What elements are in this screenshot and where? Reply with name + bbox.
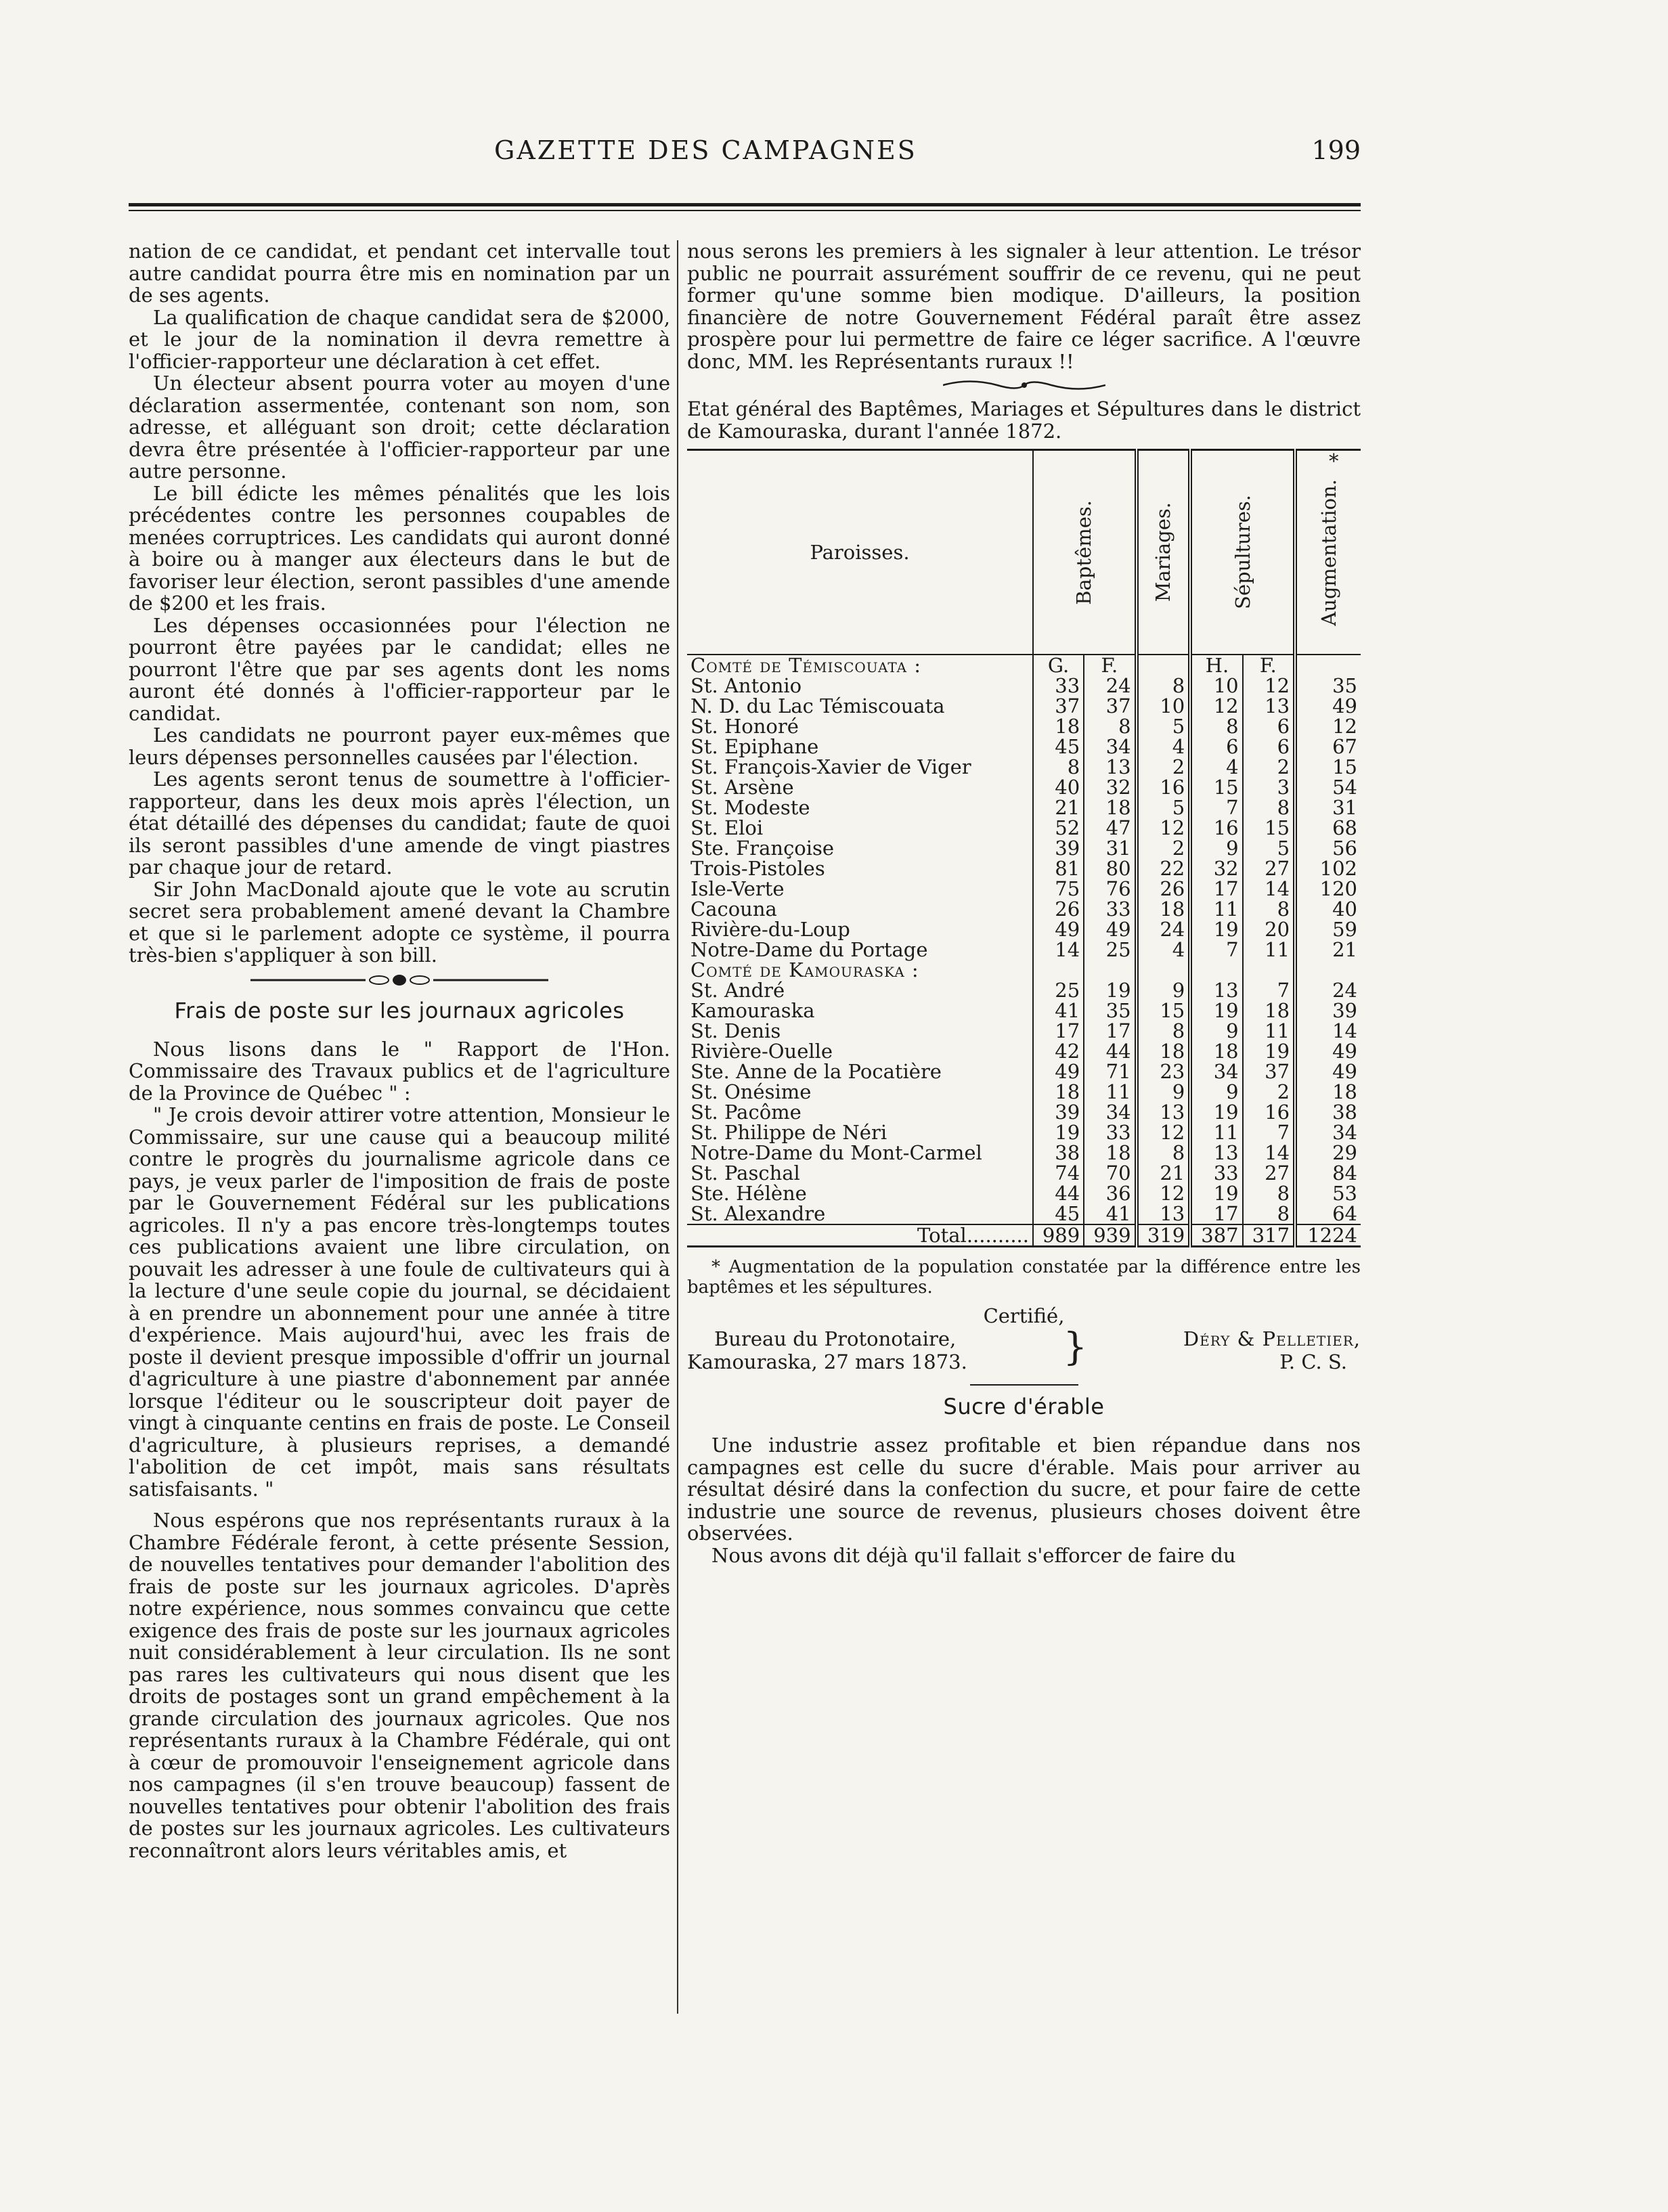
group-label: Comté de Témiscouata : bbox=[687, 655, 1033, 676]
parish-name-cell: St. Epiphane bbox=[690, 735, 819, 758]
table-row bbox=[687, 879, 1361, 899]
baptemes-f-cell: 33 bbox=[1084, 899, 1136, 919]
mariages-cell: 22 bbox=[1137, 858, 1191, 879]
column-separator bbox=[677, 240, 678, 2014]
baptemes-f-cell: 25 bbox=[1084, 939, 1136, 960]
sepultures-f-cell: 2 bbox=[1243, 1082, 1295, 1102]
sepultures-h-cell: 9 bbox=[1190, 838, 1242, 858]
sepultures-f-cell: 7 bbox=[1243, 980, 1295, 1000]
sepultures-f-cell: 8 bbox=[1243, 1203, 1295, 1224]
parish-name-cell: St. Antonio bbox=[690, 674, 802, 697]
header-baptemes bbox=[1033, 450, 1137, 655]
sepultures-h-cell: 19 bbox=[1190, 1183, 1242, 1203]
mariages-cell: 10 bbox=[1137, 696, 1191, 716]
header-rule-thick bbox=[129, 203, 1361, 206]
baptemes-f-cell: 47 bbox=[1084, 818, 1136, 838]
table-row bbox=[687, 858, 1361, 879]
sepultures-f-cell: 13 bbox=[1243, 696, 1295, 716]
sepultures-f-cell: 11 bbox=[1243, 1021, 1295, 1041]
sepultures-h-cell: 11 bbox=[1190, 899, 1242, 919]
baptemes-f-cell: 11 bbox=[1084, 1082, 1136, 1102]
header-augmentation-label: Augmentation. bbox=[1317, 479, 1341, 626]
baptemes-g-cell: 81 bbox=[1033, 858, 1084, 879]
table-row bbox=[687, 818, 1361, 838]
augmentation-cell: 34 bbox=[1295, 1122, 1361, 1143]
sepultures-f-cell: 14 bbox=[1243, 1143, 1295, 1163]
sepultures-f-cell: 16 bbox=[1243, 1102, 1295, 1122]
footnote-marker: * bbox=[1329, 449, 1339, 472]
table-row bbox=[687, 980, 1361, 1000]
statistics-table bbox=[687, 449, 1361, 1247]
paragraph: La qualification de chaque candidat sera de $2000, et le jour de la nomination il devra remettre à l'officier-rapporteur une déclaration à cet effet. bbox=[129, 305, 670, 373]
table-header-row bbox=[687, 450, 1361, 655]
header-baptemes-label: Baptêmes. bbox=[1072, 500, 1096, 605]
sepultures-h-cell: 7 bbox=[1190, 797, 1242, 818]
baptemes-f-cell: 70 bbox=[1084, 1163, 1136, 1183]
sepultures-f-cell: 2 bbox=[1243, 757, 1295, 777]
table-row bbox=[687, 736, 1361, 757]
table-body-temiscouata bbox=[687, 676, 1361, 960]
mariages-cell: 2 bbox=[1137, 757, 1191, 777]
augmentation-cell: 15 bbox=[1295, 757, 1361, 777]
paragraph: Les dépenses occasionnées pour l'élection ne pourront être payées par le candidat; elles ne pourront l'être que par ses agents dont les noms auront été donnés à l'officier-rapporteur par le candidat. bbox=[129, 613, 670, 725]
subhead-f: F. bbox=[1084, 655, 1136, 676]
parish-name-cell: St. André bbox=[690, 979, 785, 1002]
augmentation-cell: 39 bbox=[1295, 1000, 1361, 1021]
paragraph: Une industrie assez profitable et bien répandue dans nos campagnes est celle du sucre d'érable. Mais pour arriver au résultat désiré dans la confection du sucre, et pour faire de cette industrie une source de revenus, plusieurs choses doivent être observées. bbox=[687, 1434, 1361, 1545]
augmentation-cell: 54 bbox=[1295, 777, 1361, 797]
parish-name-cell: St. Denis bbox=[690, 1019, 781, 1042]
mariages-cell: 24 bbox=[1137, 919, 1191, 939]
mariages-cell: 13 bbox=[1137, 1203, 1191, 1224]
baptemes-g-cell: 40 bbox=[1033, 777, 1084, 797]
mariages-cell: 4 bbox=[1137, 939, 1191, 960]
header-mariages-label: Mariages. bbox=[1151, 502, 1175, 602]
sepultures-h-cell: 7 bbox=[1190, 939, 1242, 960]
signature-block bbox=[687, 1327, 1361, 1373]
sepultures-h-cell: 18 bbox=[1190, 1041, 1242, 1061]
parish-name-cell: St. Onésime bbox=[690, 1080, 812, 1103]
parish-name-cell: Rivière-Ouelle bbox=[690, 1040, 833, 1063]
total-mariages: 319 bbox=[1137, 1224, 1191, 1247]
table-row bbox=[687, 899, 1361, 919]
parish-name-cell: Isle-Verte bbox=[690, 877, 785, 900]
paragraph: Nous lisons dans le " Rapport de l'Hon. Commissaire des Travaux publics et de l'agriculture de la Province de Québec " : bbox=[129, 1037, 670, 1105]
paragraph: Sir John MacDonald ajoute que le vote au scrutin secret sera probablement amené devant la Chambre et que si le parlement adopte ce système, il pourra très-bien s'appliquer à son bill. bbox=[129, 877, 670, 967]
sepultures-h-cell: 9 bbox=[1190, 1021, 1242, 1041]
table-row bbox=[687, 1041, 1361, 1061]
mariages-cell: 18 bbox=[1137, 899, 1191, 919]
sepultures-f-cell: 6 bbox=[1243, 716, 1295, 736]
baptemes-f-cell: 13 bbox=[1084, 757, 1136, 777]
baptemes-g-cell: 17 bbox=[1033, 1021, 1084, 1041]
baptemes-g-cell: 74 bbox=[1033, 1163, 1084, 1183]
sepultures-h-cell: 19 bbox=[1190, 1000, 1242, 1021]
sepultures-f-cell: 19 bbox=[1243, 1041, 1295, 1061]
baptemes-g-cell: 38 bbox=[1033, 1143, 1084, 1163]
baptemes-g-cell: 44 bbox=[1033, 1183, 1084, 1203]
table-row bbox=[687, 716, 1361, 736]
paragraph: Nous avons dit déjà qu'il fallait s'efforcer de faire du bbox=[711, 1543, 1236, 1567]
subhead-g: G. bbox=[1033, 655, 1084, 676]
parish-name-cell: Notre-Dame du Portage bbox=[690, 938, 928, 961]
header-paroisses: Paroisses. bbox=[687, 450, 1033, 655]
sepultures-h-cell: 15 bbox=[1190, 777, 1242, 797]
baptemes-g-cell: 49 bbox=[1033, 919, 1084, 939]
baptemes-f-cell: 71 bbox=[1084, 1061, 1136, 1082]
augmentation-cell: 102 bbox=[1295, 858, 1361, 879]
mariages-cell: 5 bbox=[1137, 716, 1191, 736]
augmentation-cell: 49 bbox=[1295, 1041, 1361, 1061]
baptemes-g-cell: 45 bbox=[1033, 736, 1084, 757]
baptemes-f-cell: 36 bbox=[1084, 1183, 1136, 1203]
table-row bbox=[687, 838, 1361, 858]
sepultures-h-cell: 17 bbox=[1190, 879, 1242, 899]
table-row bbox=[687, 1000, 1361, 1021]
baptemes-g-cell: 8 bbox=[1033, 757, 1084, 777]
mariages-cell: 9 bbox=[1137, 980, 1191, 1000]
sepultures-h-cell: 10 bbox=[1190, 676, 1242, 696]
page-number: 199 bbox=[1311, 135, 1361, 165]
table-row bbox=[687, 1163, 1361, 1183]
footnote: * Augmentation de la population constatée par la différence entre les baptêmes et les sépultures. bbox=[687, 1257, 1361, 1298]
mariages-cell: 8 bbox=[1137, 1021, 1191, 1041]
baptemes-f-cell: 24 bbox=[1084, 676, 1136, 696]
sepultures-h-cell: 19 bbox=[1190, 1102, 1242, 1122]
table-body-kamouraska bbox=[687, 980, 1361, 1224]
baptemes-f-cell: 19 bbox=[1084, 980, 1136, 1000]
parish-name-cell: St. Alexandre bbox=[690, 1202, 826, 1225]
augmentation-cell: 67 bbox=[1295, 736, 1361, 757]
augmentation-cell: 24 bbox=[1295, 980, 1361, 1000]
paragraph: Un électeur absent pourra voter au moyen d'une déclaration assermentée, contenant son nom, son adresse, et alléguant son droit; cette déclaration devra être présentée à l'officier-rapporteur par une autre personne. bbox=[129, 372, 670, 483]
augmentation-cell: 40 bbox=[1295, 899, 1361, 919]
baptemes-f-cell: 18 bbox=[1084, 1143, 1136, 1163]
baptemes-g-cell: 42 bbox=[1033, 1041, 1084, 1061]
mariages-cell: 18 bbox=[1137, 1041, 1191, 1061]
augmentation-cell: 12 bbox=[1295, 716, 1361, 736]
baptemes-g-cell: 37 bbox=[1033, 696, 1084, 716]
publication-title: GAZETTE DES CAMPAGNES bbox=[494, 135, 917, 165]
group-row bbox=[687, 655, 1361, 676]
parish-name-cell: Kamouraska bbox=[690, 999, 815, 1022]
mariages-cell: 5 bbox=[1137, 797, 1191, 818]
baptemes-f-cell: 80 bbox=[1084, 858, 1136, 879]
parish-name-cell: Trois-Pistoles bbox=[690, 857, 825, 880]
augmentation-cell: 53 bbox=[1295, 1183, 1361, 1203]
ornament-divider bbox=[943, 378, 1105, 393]
baptemes-f-cell: 44 bbox=[1084, 1041, 1136, 1061]
mariages-cell: 4 bbox=[1137, 736, 1191, 757]
table-row bbox=[687, 1143, 1361, 1163]
parish-name-cell: N. D. du Lac Témiscouata bbox=[690, 694, 945, 717]
baptemes-f-cell: 17 bbox=[1084, 1021, 1136, 1041]
parish-name-cell: Rivière-du-Loup bbox=[690, 918, 850, 941]
baptemes-g-cell: 21 bbox=[1033, 797, 1084, 818]
sepultures-h-cell: 12 bbox=[1190, 696, 1242, 716]
ornament-divider bbox=[250, 972, 548, 988]
augmentation-cell: 29 bbox=[1295, 1143, 1361, 1163]
augmentation-cell: 56 bbox=[1295, 838, 1361, 858]
sepultures-h-cell: 11 bbox=[1190, 1122, 1242, 1143]
baptemes-g-cell: 52 bbox=[1033, 818, 1084, 838]
header-sepultures-label: Sépultures. bbox=[1231, 495, 1254, 610]
group-label: Comté de Kamouraska : bbox=[690, 958, 919, 981]
subhead-f2: F. bbox=[1243, 655, 1295, 676]
total-label: Total.......... bbox=[687, 1224, 1033, 1247]
table-row bbox=[687, 777, 1361, 797]
augmentation-cell: 68 bbox=[1295, 818, 1361, 838]
sepultures-h-cell: 33 bbox=[1190, 1163, 1242, 1183]
sepultures-h-cell: 19 bbox=[1190, 919, 1242, 939]
total-augmentation: 1224 bbox=[1295, 1224, 1361, 1247]
group-row bbox=[687, 960, 1361, 980]
parish-name-cell: St. Honoré bbox=[690, 715, 799, 738]
baptemes-g-cell: 49 bbox=[1033, 1061, 1084, 1082]
subhead-h: H. bbox=[1190, 655, 1242, 676]
sepultures-h-cell: 17 bbox=[1190, 1203, 1242, 1224]
baptemes-f-cell: 41 bbox=[1084, 1203, 1136, 1224]
sepultures-f-cell: 27 bbox=[1243, 1163, 1295, 1183]
sepultures-f-cell: 12 bbox=[1243, 676, 1295, 696]
section-title: Sucre d'érable bbox=[943, 1394, 1105, 1419]
table-row bbox=[687, 1061, 1361, 1082]
header-augmentation bbox=[1295, 450, 1361, 655]
section-title: Frais de poste sur les journaux agricoles bbox=[174, 997, 625, 1023]
augmentation-cell: 21 bbox=[1295, 939, 1361, 960]
table-row bbox=[687, 939, 1361, 960]
sepultures-f-cell: 8 bbox=[1243, 1183, 1295, 1203]
header-mariages bbox=[1137, 450, 1191, 655]
signature-right bbox=[1183, 1327, 1361, 1373]
sig-left-line2: Kamouraska, 27 mars 1873. bbox=[687, 1350, 967, 1373]
mariages-cell: 8 bbox=[1137, 676, 1191, 696]
parish-name-cell: St. François-Xavier de Viger bbox=[690, 755, 971, 778]
baptemes-f-cell: 35 bbox=[1084, 1000, 1136, 1021]
baptemes-f-cell: 49 bbox=[1084, 919, 1136, 939]
augmentation-cell: 59 bbox=[1295, 919, 1361, 939]
sepultures-f-cell: 8 bbox=[1243, 899, 1295, 919]
sepultures-h-cell: 34 bbox=[1190, 1061, 1242, 1082]
sepultures-h-cell: 4 bbox=[1190, 757, 1242, 777]
parish-name-cell: Notre-Dame du Mont-Carmel bbox=[690, 1141, 982, 1164]
total-label-text: Total bbox=[917, 1224, 967, 1247]
table-row bbox=[687, 1183, 1361, 1203]
page-header bbox=[129, 135, 1361, 176]
paragraph: Le bill édicte les mêmes pénalités que les lois précédentes contre les personnes coupables de menées corruptrices. Les candidats qui auront donné à boire ou à manger aux électeurs dans le but de favoriser leur élection, seront passibles d'une amende de $200 et les frais. bbox=[129, 481, 670, 615]
table-row bbox=[687, 676, 1361, 696]
parish-name-cell: St. Eloi bbox=[690, 816, 764, 839]
baptemes-g-cell: 41 bbox=[1033, 1000, 1084, 1021]
baptemes-g-cell: 39 bbox=[1033, 1102, 1084, 1122]
baptemes-f-cell: 8 bbox=[1084, 716, 1136, 736]
paragraph: Les agents seront tenus de soumettre à l'officier-rapporteur, dans les deux mois après l'élection, un état détaillé des dépenses du candidat; faute de quoi ils seront passibles d'une amende de vingt piastres par chaque jour de retard. bbox=[129, 768, 670, 879]
baptemes-f-cell: 32 bbox=[1084, 777, 1136, 797]
baptemes-f-cell: 18 bbox=[1084, 797, 1136, 818]
paragraph: Les candidats ne pourront payer eux-mêmes que leurs dépenses personnelles causées par l'élection. bbox=[129, 724, 670, 769]
mariages-cell: 16 bbox=[1137, 777, 1191, 797]
augmentation-cell: 38 bbox=[1295, 1102, 1361, 1122]
signature-left bbox=[687, 1327, 967, 1373]
augmentation-cell: 35 bbox=[1295, 676, 1361, 696]
baptemes-g-cell: 26 bbox=[1033, 899, 1084, 919]
sepultures-f-cell: 37 bbox=[1243, 1061, 1295, 1082]
header-sepultures bbox=[1190, 450, 1295, 655]
sepultures-f-cell: 3 bbox=[1243, 777, 1295, 797]
sig-right-line2: P. C. S. bbox=[1279, 1350, 1347, 1373]
certifie: Certifié, bbox=[983, 1304, 1065, 1327]
augmentation-cell: 120 bbox=[1295, 879, 1361, 899]
mariages-cell: 2 bbox=[1137, 838, 1191, 858]
baptemes-g-cell: 18 bbox=[1033, 716, 1084, 736]
sepultures-h-cell: 9 bbox=[1190, 1082, 1242, 1102]
parish-name-cell: Ste. Hélène bbox=[690, 1182, 807, 1205]
baptemes-f-cell: 34 bbox=[1084, 736, 1136, 757]
total-baptemes-g: 989 bbox=[1033, 1224, 1084, 1247]
baptemes-f-cell: 37 bbox=[1084, 696, 1136, 716]
sepultures-f-cell: 11 bbox=[1243, 939, 1295, 960]
parish-name-cell: St. Paschal bbox=[690, 1162, 800, 1185]
baptemes-g-cell: 14 bbox=[1033, 939, 1084, 960]
mariages-cell: 12 bbox=[1137, 818, 1191, 838]
table-row bbox=[687, 696, 1361, 716]
sepultures-f-cell: 20 bbox=[1243, 919, 1295, 939]
mariages-cell: 13 bbox=[1137, 1102, 1191, 1122]
baptemes-g-cell: 18 bbox=[1033, 1082, 1084, 1102]
sig-right-line1: Déry & Pelletier, bbox=[1183, 1327, 1361, 1350]
parish-name-cell: Cacouna bbox=[690, 898, 777, 921]
augmentation-cell: 84 bbox=[1295, 1163, 1361, 1183]
sepultures-h-cell: 32 bbox=[1190, 858, 1242, 879]
augmentation-cell: 64 bbox=[1295, 1203, 1361, 1224]
mariages-cell: 9 bbox=[1137, 1082, 1191, 1102]
mariages-cell: 23 bbox=[1137, 1061, 1191, 1082]
paragraph: Nous espérons que nos représentants ruraux à la Chambre Fédérale feront, à cette présente Session, de nouvelles tentatives pour demander l'abolition des frais de poste sur les journaux agricoles. D'après notre expérience, nous sommes convaincu que cette exigence des frais de poste sur les journaux agricoles nuit considérablement à leur circulation. Ils ne sont pas rares les cultivateurs qui nous disent que les droits de postages sont un grand empêchement à la grande circulation des journaux agricoles. Que nos représentants ruraux à la Chambre Fédérale, qui ont à cœur de promouvoir l'enseignement agricole dans nos campagnes (il s'en trouve beaucoup) fassent de nouvelles tentatives pour obtenir l'abolition des frais de postes sur les journaux agricoles. Les cultivateurs reconnaîtront alors leurs véritables amis, et bbox=[129, 1509, 670, 1862]
quoted-paragraph: " Je crois devoir attirer votre attention, Monsieur le Commissaire, sur une cause qui a beaucoup milité contre le progrès du journalisme agricole dans ce pays, je veux parler de l'imposition de frais de poste par le Gouvernement Fédéral sur les publications agricoles. Il n'y a pas encore très-longtemps toutes ces publications avaient une libre circulation, on pouvait les adresser à une foule de cultivateurs qui à la lecture d'une seule copie du journal, se décidaient à en prendre un abonnement pour une année à titre d'expérience. Mais aujourd'hui, avec les frais de poste il devient presque impossible d'offrir un journal d'agriculture à une piastre d'abonnement par année lorsque l'éditeur ou le souscripteur doit payer de vingt à cinquante centins en frais de poste. Le Conseil d'agriculture, à plusieurs reprises, a demandé l'abolition de cet impôt, mais sans résultats satisfaisants. " bbox=[129, 1103, 670, 1501]
table-row bbox=[687, 1021, 1361, 1041]
mariages-cell: 15 bbox=[1137, 1000, 1191, 1021]
baptemes-f-cell: 34 bbox=[1084, 1102, 1136, 1122]
sepultures-h-cell: 13 bbox=[1190, 980, 1242, 1000]
sig-left-line1: Bureau du Protonotaire, bbox=[714, 1327, 957, 1350]
augmentation-cell: 31 bbox=[1295, 797, 1361, 818]
parish-name-cell: Ste. Anne de la Pocatière bbox=[690, 1060, 942, 1083]
parish-name-cell: St. Arsène bbox=[690, 776, 794, 799]
baptemes-g-cell: 19 bbox=[1033, 1122, 1084, 1143]
total-sepultures-h: 387 bbox=[1190, 1224, 1242, 1247]
augmentation-cell: 49 bbox=[1295, 1061, 1361, 1082]
mariages-cell: 12 bbox=[1137, 1183, 1191, 1203]
left-column bbox=[129, 240, 670, 1861]
parish-name-cell: Ste. Françoise bbox=[690, 837, 835, 860]
sepultures-h-cell: 16 bbox=[1190, 818, 1242, 838]
table-row bbox=[687, 1082, 1361, 1102]
sepultures-f-cell: 7 bbox=[1243, 1122, 1295, 1143]
header-rule-thin bbox=[129, 210, 1361, 211]
table-row bbox=[687, 797, 1361, 818]
sepultures-h-cell: 6 bbox=[1190, 736, 1242, 757]
table-row bbox=[687, 757, 1361, 777]
sepultures-f-cell: 27 bbox=[1243, 858, 1295, 879]
mariages-cell: 26 bbox=[1137, 879, 1191, 899]
sepultures-h-cell: 8 bbox=[1190, 716, 1242, 736]
table-row bbox=[687, 919, 1361, 939]
table-footer bbox=[687, 1257, 1361, 1373]
brace-glyph: } bbox=[1063, 1325, 1088, 1369]
augmentation-cell: 14 bbox=[1295, 1021, 1361, 1041]
mariages-cell: 12 bbox=[1137, 1122, 1191, 1143]
parish-name-cell: St. Modeste bbox=[690, 796, 810, 819]
baptemes-f-cell: 31 bbox=[1084, 838, 1136, 858]
parish-name-cell: St. Philippe de Néri bbox=[690, 1121, 887, 1144]
baptemes-g-cell: 33 bbox=[1033, 676, 1084, 696]
parish-name-cell: St. Pacôme bbox=[690, 1101, 802, 1124]
augmentation-cell: 18 bbox=[1295, 1082, 1361, 1102]
sepultures-h-cell: 13 bbox=[1190, 1143, 1242, 1163]
baptemes-f-cell: 33 bbox=[1084, 1122, 1136, 1143]
total-baptemes-f: 939 bbox=[1084, 1224, 1136, 1247]
sepultures-f-cell: 18 bbox=[1243, 1000, 1295, 1021]
sepultures-f-cell: 8 bbox=[1243, 797, 1295, 818]
short-rule bbox=[970, 1384, 1078, 1386]
total-row bbox=[687, 1224, 1361, 1247]
paragraph: nation de ce candidat, et pendant cet intervalle tout autre candidat pourra être mis en nomination par un de ses agents. bbox=[129, 240, 670, 307]
table-row bbox=[687, 1122, 1361, 1143]
sepultures-f-cell: 5 bbox=[1243, 838, 1295, 858]
mariages-cell: 8 bbox=[1137, 1143, 1191, 1163]
paragraph: nous serons les premiers à les signaler à leur attention. Le trésor public ne pourrait assurément souffrir de ce revenu, qui ne peut former qu'une somme bien modique. D'ailleurs, la position financière de notre Gouvernement Fédéral paraît être assez prospère pour lui permettre de faire ce léger sacrifice. A l'œuvre donc, MM. les Représentants ruraux !! bbox=[687, 240, 1361, 373]
mariages-cell: 21 bbox=[1137, 1163, 1191, 1183]
baptemes-f-cell: 76 bbox=[1084, 879, 1136, 899]
sepultures-f-cell: 15 bbox=[1243, 818, 1295, 838]
table-row bbox=[687, 1203, 1361, 1224]
baptemes-g-cell: 75 bbox=[1033, 879, 1084, 899]
sepultures-f-cell: 6 bbox=[1243, 736, 1295, 757]
table-row bbox=[687, 1102, 1361, 1122]
baptemes-g-cell: 25 bbox=[1033, 980, 1084, 1000]
table-title: Etat général des Baptêmes, Mariages et Sépultures dans le district de Kamouraska, durant l'année 1872. bbox=[687, 397, 1361, 443]
baptemes-g-cell: 39 bbox=[1033, 838, 1084, 858]
total-sepultures-f: 317 bbox=[1243, 1224, 1295, 1247]
baptemes-g-cell: 45 bbox=[1033, 1203, 1084, 1224]
right-column bbox=[687, 240, 1361, 1566]
augmentation-cell: 49 bbox=[1295, 696, 1361, 716]
sepultures-f-cell: 14 bbox=[1243, 879, 1295, 899]
